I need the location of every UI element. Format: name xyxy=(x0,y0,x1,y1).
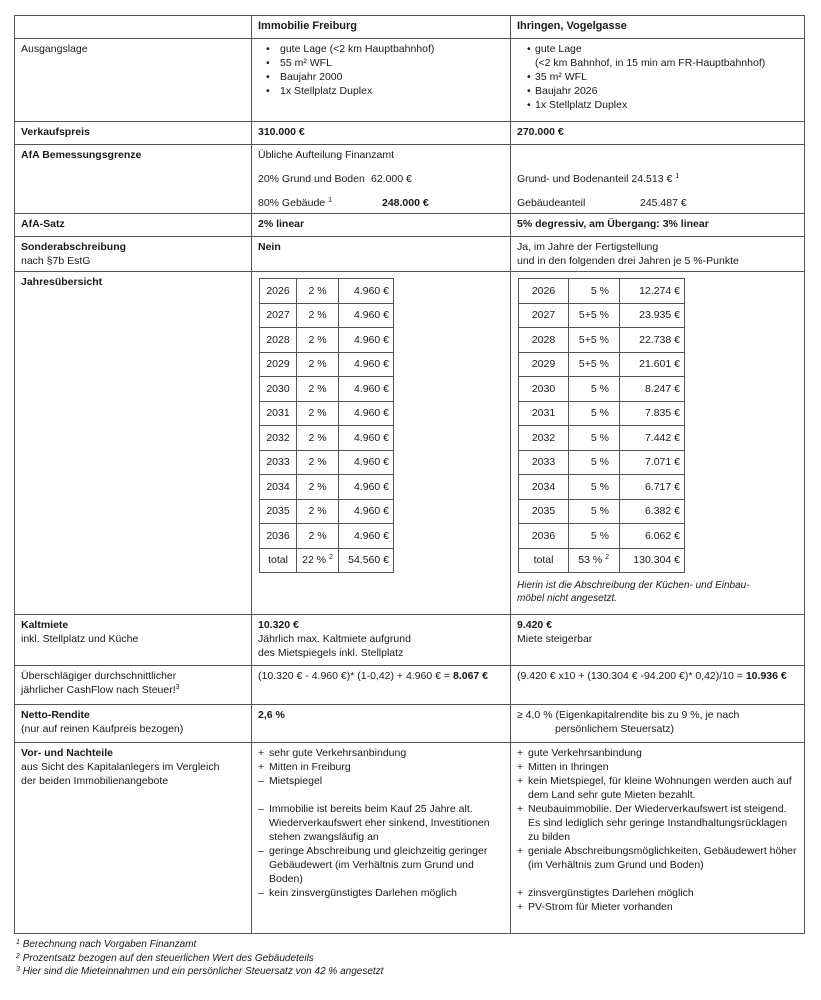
footnote xyxy=(16,938,383,952)
table-row xyxy=(260,426,394,451)
list-item-text: kein zinsvergünstigtes Darlehen möglich xyxy=(269,887,457,899)
list-item-text: Neubauimmobilie. Der Wiederverkaufswert ist steigend. Es sind lediglich sehr geringe Instandhaltungsrücklagen zu bilden xyxy=(528,803,788,843)
afa-label: Grund- und Bodenanteil xyxy=(517,173,629,185)
label-kaltmiete xyxy=(15,615,252,666)
label-ausgangslage: Ausgangslage xyxy=(15,39,252,122)
footnote-text: Hier sind die Mieteinnahmen und ein persönlicher Steuersatz von 42 % angesetzt xyxy=(22,966,384,977)
header-row xyxy=(15,16,805,39)
ihringen-afa-bemessung xyxy=(511,145,805,214)
list-item xyxy=(517,844,798,872)
year-table-amount: 4.960 € xyxy=(339,328,394,353)
year-table-rate: 5+5 % xyxy=(569,303,620,328)
comparison-table xyxy=(14,15,805,934)
list-item-text: Immobilie ist bereits beim Kauf 25 Jahre alt. Wiederverkaufswert eher sinkend, Investitionen stehen zwangsläufig an xyxy=(269,803,490,843)
table-row xyxy=(519,450,685,475)
table-row xyxy=(260,475,394,500)
freiburg-jahresuebersicht xyxy=(252,272,511,615)
footnote-number: 2 xyxy=(16,952,20,960)
total-rate-text: 22 % xyxy=(302,554,327,567)
freiburg-afa-bemessung xyxy=(252,145,511,214)
year-table-year: 2035 xyxy=(519,499,569,524)
ihringen-vor-nachteile xyxy=(511,743,805,934)
label-vor-nachteile xyxy=(15,743,252,934)
table-row xyxy=(260,450,394,475)
list-item: • 1x Stellplatz Duplex xyxy=(527,98,798,112)
table-row xyxy=(260,279,394,304)
year-table-amount: 21.601 € xyxy=(620,352,685,377)
afa-label-text: 80% Gebäude xyxy=(258,197,326,209)
freiburg-vor-nachteile xyxy=(252,743,511,934)
label-text: Kaltmiete xyxy=(21,619,69,631)
ihringen-verkaufspreis: 270.000 € xyxy=(511,122,805,145)
footnote xyxy=(16,965,383,979)
cashflow-result: 10.936 € xyxy=(745,670,787,682)
label-netto-rendite xyxy=(15,705,252,743)
year-table-rate: 5 % xyxy=(569,450,620,475)
table-row xyxy=(519,328,685,353)
year-table-year: 2032 xyxy=(260,426,297,451)
year-table-amount: 4.960 € xyxy=(339,475,394,500)
total-label: total xyxy=(260,548,297,573)
ihringen-kaltmiete xyxy=(511,615,805,666)
year-table-amount: 4.960 € xyxy=(339,401,394,426)
ihringen-cashflow xyxy=(511,666,805,705)
freiburg-feature-list xyxy=(258,42,504,98)
kaltmiete-value: 9.420 € xyxy=(517,619,553,631)
list-item-text: kein Mietspiegel, für kleine Wohnungen werden auch auf dem Land sehr gute Mieten bezahlt. xyxy=(528,775,792,801)
label-text: Sonderabschreibung xyxy=(21,241,127,253)
footnote-ref: 2 xyxy=(605,554,609,562)
value-line: und in den folgenden drei Jahren je 5 %-Punkte xyxy=(517,255,739,267)
list-item-text: sehr gute Verkehrsanbindung xyxy=(269,747,407,759)
list-item xyxy=(527,42,798,70)
freiburg-pros-cons-list xyxy=(258,746,504,788)
list-item xyxy=(258,802,504,844)
label-subtext: aus Sicht des Kapitalanlegers im Vergleich xyxy=(21,761,220,773)
label-subtext: (nur auf reinen Kaufpreis bezogen) xyxy=(21,723,184,735)
list-item xyxy=(258,746,504,760)
year-table-rate: 5 % xyxy=(569,426,620,451)
list-item: • gute Lage (<2 km Hauptbahnhof) xyxy=(262,42,504,56)
year-table-amount: 4.960 € xyxy=(339,524,394,549)
total-amount: 54.560 € xyxy=(339,548,394,573)
year-table-year: 2028 xyxy=(519,328,569,353)
year-table-amount: 7.442 € xyxy=(620,426,685,451)
year-table-amount: 4.960 € xyxy=(339,426,394,451)
freiburg-netto-rendite: 2,6 % xyxy=(252,705,511,743)
value-line: Miete steigerbar xyxy=(517,633,593,645)
year-table-amount: 4.960 € xyxy=(339,450,394,475)
year-table-year: 2031 xyxy=(519,401,569,426)
table-total-row xyxy=(260,548,394,573)
year-table-year: 2027 xyxy=(260,303,297,328)
footnote-number: 3 xyxy=(16,966,20,973)
cashflow-formula: (10.320 € - 4.960 €)* (1-0,42) + 4.960 € = xyxy=(258,670,453,682)
plus-minus-icon: + xyxy=(517,761,524,773)
list-item-subtext: (<2 km Bahnhof, in 15 min am FR-Hauptbahnhof) xyxy=(535,57,766,69)
afa-value: 62.000 € xyxy=(371,173,412,185)
year-table-amount: 4.960 € xyxy=(339,377,394,402)
list-item-text: gute Lage xyxy=(535,43,582,55)
total-rate xyxy=(297,548,339,573)
freiburg-year-table xyxy=(259,278,394,573)
table-row xyxy=(260,328,394,353)
year-table-rate: 2 % xyxy=(297,279,339,304)
cashflow-formula: (9.420 € x10 + (130.304 € -94.200 €)* 0,42)/10 = xyxy=(517,670,746,682)
ihringen-netto-rendite xyxy=(511,705,805,743)
year-table-rate: 5 % xyxy=(569,401,620,426)
total-rate-text: 53 % xyxy=(578,554,603,567)
label-jahresuebersicht: Jahresübersicht xyxy=(15,272,252,615)
label-cashflow xyxy=(15,666,252,705)
year-table-year: 2028 xyxy=(260,328,297,353)
plus-minus-icon: + xyxy=(258,747,265,759)
table-row xyxy=(260,524,394,549)
year-table-amount: 12.274 € xyxy=(620,279,685,304)
label-subtext: der beiden Immobilienangebote xyxy=(21,775,169,787)
freiburg-afa-satz: 2% linear xyxy=(252,214,511,237)
ihringen-pros-list-2 xyxy=(517,886,798,914)
list-item-text: PV-Strom für Mieter vorhanden xyxy=(528,901,673,913)
table-total-row xyxy=(519,548,685,573)
label-verkaufspreis: Verkaufspreis xyxy=(15,122,252,145)
plus-minus-icon: – xyxy=(258,887,264,899)
list-item-text: geniale Abschreibungsmöglichkeiten, Gebäudewert höher (im Verhältnis zum Grund und Boden) xyxy=(528,845,797,871)
freiburg-sonderabschreibung: Nein xyxy=(252,237,511,272)
total-amount: 130.304 € xyxy=(620,548,685,573)
year-table-rate: 2 % xyxy=(297,475,339,500)
row-vor-nachteile xyxy=(15,743,805,934)
plus-minus-icon: + xyxy=(517,747,524,759)
year-table-year: 2026 xyxy=(519,279,569,304)
list-item-text: Mitten in Freiburg xyxy=(269,761,351,773)
year-table-year: 2027 xyxy=(519,303,569,328)
freiburg-afa-line-2 xyxy=(258,196,504,210)
afa-label: 20% Grund und Boden xyxy=(258,173,365,185)
table-row xyxy=(519,303,685,328)
list-item xyxy=(517,746,798,760)
label-text: Netto-Rendite xyxy=(21,709,90,721)
row-netto-rendite xyxy=(15,705,805,743)
row-kaltmiete xyxy=(15,615,805,666)
footnotes xyxy=(16,938,383,979)
list-item: • 1x Stellplatz Duplex xyxy=(262,84,504,98)
year-table-rate: 5 % xyxy=(569,524,620,549)
list-item-text: Mitten in Ihringen xyxy=(528,761,609,773)
year-table-rate: 5+5 % xyxy=(569,328,620,353)
year-table-year: 2034 xyxy=(519,475,569,500)
year-table-year: 2036 xyxy=(519,524,569,549)
freiburg-cons-list xyxy=(258,802,504,900)
table-row xyxy=(260,499,394,524)
year-table-rate: 2 % xyxy=(297,450,339,475)
year-table-year: 2033 xyxy=(260,450,297,475)
footnote-text: Prozentsatz bezogen auf den steuerlichen Wert des Gebäudeteils xyxy=(22,952,314,964)
afa-value: 245.487 € xyxy=(640,197,687,209)
row-verkaufspreis xyxy=(15,122,805,145)
freiburg-ausgangslage xyxy=(252,39,511,122)
header-ihringen: Ihringen, Vogelgasse xyxy=(511,16,805,39)
plus-minus-icon: + xyxy=(517,887,524,899)
plus-minus-icon: + xyxy=(258,761,265,773)
list-item-text: Mietspiegel xyxy=(269,775,323,787)
label-text xyxy=(21,683,245,697)
table-row xyxy=(519,352,685,377)
ihringen-ausgangslage xyxy=(511,39,805,122)
year-table-rate: 2 % xyxy=(297,499,339,524)
note-line: möbel nicht angesetzt. xyxy=(517,593,618,604)
ihringen-afa-line-1 xyxy=(517,172,798,186)
footnote-ref: 1 xyxy=(675,173,680,180)
year-table-amount: 23.935 € xyxy=(620,303,685,328)
ihringen-jahresuebersicht xyxy=(511,272,805,615)
label-text: Vor- und Nachteile xyxy=(21,747,113,759)
year-table-amount: 22.738 € xyxy=(620,328,685,353)
total-label: total xyxy=(519,548,569,573)
year-table-year: 2030 xyxy=(519,377,569,402)
year-table-year: 2034 xyxy=(260,475,297,500)
freiburg-verkaufspreis: 310.000 € xyxy=(252,122,511,145)
ihringen-pros-list xyxy=(517,746,798,872)
list-item xyxy=(517,774,798,802)
footnote-text: Berechnung nach Vorgaben Finanzamt xyxy=(22,939,197,950)
row-jahresuebersicht xyxy=(15,272,805,615)
plus-minus-icon: – xyxy=(258,775,264,787)
year-table-year: 2029 xyxy=(260,352,297,377)
year-table-rate: 5 % xyxy=(569,279,620,304)
label-text: Überschlägiger durchschnittlicher xyxy=(21,670,177,682)
freiburg-afa-intro: Übliche Aufteilung Finanzamt xyxy=(258,149,394,161)
value-line: Ja, im Jahre der Fertigstellung xyxy=(517,241,659,253)
year-table-year: 2032 xyxy=(519,426,569,451)
label-subtext: nach §7b EstG xyxy=(21,255,91,267)
list-item: • Baujahr 2026 xyxy=(527,84,798,98)
header-empty-cell xyxy=(15,16,252,39)
list-item: • Baujahr 2000 xyxy=(262,70,504,84)
year-table-amount: 6.717 € xyxy=(620,475,685,500)
plus-minus-icon: – xyxy=(258,845,264,857)
year-table-rate: 5+5 % xyxy=(569,352,620,377)
value-line: ≥ 4,0 % (Eigenkapitalrendite bis zu 9 %, je nach xyxy=(517,709,740,721)
plus-minus-icon: + xyxy=(517,803,524,815)
table-row xyxy=(519,377,685,402)
list-item xyxy=(258,774,504,788)
value-line: persönlichem Steuersatz) xyxy=(555,723,675,735)
afa-value: 248.000 € xyxy=(382,197,429,209)
note-line: Hierin ist die Abschreibung der Küchen- und Einbau- xyxy=(517,580,750,591)
label-afa-bemessung: AfA Bemessungsgrenze xyxy=(15,145,252,214)
plus-minus-icon: + xyxy=(517,901,524,913)
year-table-amount: 7.835 € xyxy=(620,401,685,426)
table-row xyxy=(260,303,394,328)
kaltmiete-value: 10.320 € xyxy=(258,619,299,631)
header-freiburg: Immobilie Freiburg xyxy=(252,16,511,39)
year-table-year: 2031 xyxy=(260,401,297,426)
year-table-amount: 7.071 € xyxy=(620,450,685,475)
list-item-text: gute Verkehrsanbindung xyxy=(528,747,642,759)
year-table-amount: 8.247 € xyxy=(620,377,685,402)
footnote xyxy=(16,952,383,966)
table-row xyxy=(519,475,685,500)
row-ausgangslage xyxy=(15,39,805,122)
label-afa-satz: AfA-Satz xyxy=(15,214,252,237)
year-table-amount: 4.960 € xyxy=(339,499,394,524)
row-cashflow xyxy=(15,666,805,705)
plus-minus-icon: + xyxy=(517,845,524,857)
ihringen-afa-satz: 5% degressiv, am Übergang: 3% linear xyxy=(511,214,805,237)
value-line: des Mietspiegels inkl. Stellplatz xyxy=(258,647,404,659)
table-row xyxy=(519,426,685,451)
year-table-rate: 2 % xyxy=(297,303,339,328)
year-table-rate: 5 % xyxy=(569,499,620,524)
list-item-text: zinsvergünstigtes Darlehen möglich xyxy=(528,887,694,899)
ihringen-sonderabschreibung xyxy=(511,237,805,272)
row-afa-satz xyxy=(15,214,805,237)
list-item: • 35 m² WFL xyxy=(527,70,798,84)
year-table-rate: 5 % xyxy=(569,377,620,402)
ihringen-year-table xyxy=(518,278,685,573)
label-text-part: jährlicher CashFlow nach Steuer! xyxy=(21,684,176,696)
total-rate xyxy=(569,548,620,573)
table-row xyxy=(519,524,685,549)
year-table-rate: 2 % xyxy=(297,377,339,402)
ihringen-afa-line-2 xyxy=(517,196,798,210)
table-row xyxy=(260,352,394,377)
label-sonderabschreibung xyxy=(15,237,252,272)
year-table-year: 2026 xyxy=(260,279,297,304)
table-row xyxy=(519,401,685,426)
year-table-rate: 2 % xyxy=(297,426,339,451)
freiburg-kaltmiete xyxy=(252,615,511,666)
list-item: • 55 m² WFL xyxy=(262,56,504,70)
footnote-ref: 2 xyxy=(328,554,333,562)
table-row xyxy=(260,401,394,426)
ihringen-note xyxy=(517,579,798,605)
list-item xyxy=(517,900,798,914)
list-item xyxy=(258,760,504,774)
afa-value: 24.513 € xyxy=(631,173,673,185)
footnote-ref: 1 xyxy=(328,197,332,204)
year-table-amount: 6.062 € xyxy=(620,524,685,549)
year-table-rate: 5 % xyxy=(569,475,620,500)
year-table-year: 2035 xyxy=(260,499,297,524)
year-table-year: 2033 xyxy=(519,450,569,475)
year-table-rate: 2 % xyxy=(297,352,339,377)
year-table-rate: 2 % xyxy=(297,524,339,549)
year-table-year: 2029 xyxy=(519,352,569,377)
table-row xyxy=(260,377,394,402)
freiburg-afa-line-1 xyxy=(258,172,504,186)
year-table-rate: 2 % xyxy=(297,401,339,426)
footnote-number: 1 xyxy=(16,939,20,946)
year-table-year: 2036 xyxy=(260,524,297,549)
row-sonderabschreibung xyxy=(15,237,805,272)
list-item xyxy=(517,802,798,844)
cashflow-result: 8.067 € xyxy=(452,670,489,682)
freiburg-cashflow xyxy=(252,666,511,705)
list-item xyxy=(258,844,504,886)
afa-label xyxy=(258,196,382,210)
ihringen-feature-list xyxy=(517,42,798,112)
year-table-amount: 6.382 € xyxy=(620,499,685,524)
year-table-amount: 4.960 € xyxy=(339,352,394,377)
row-afa-bemessung xyxy=(15,145,805,214)
table-row xyxy=(519,279,685,304)
year-table-amount: 4.960 € xyxy=(339,303,394,328)
year-table-amount: 4.960 € xyxy=(339,279,394,304)
list-item xyxy=(517,886,798,900)
table-row xyxy=(519,499,685,524)
value-line: Jährlich max. Kaltmiete aufgrund xyxy=(258,633,411,645)
list-item xyxy=(517,760,798,774)
afa-label: Gebäudeanteil xyxy=(517,197,586,209)
list-item-text: geringe Abschreibung und gleichzeitig geringer Gebäudewert (im Verhältnis zum Grund und Boden) xyxy=(269,845,488,885)
year-table-rate: 2 % xyxy=(297,328,339,353)
list-item xyxy=(258,886,504,900)
year-table-year: 2030 xyxy=(260,377,297,402)
label-subtext: inkl. Stellplatz und Küche xyxy=(21,633,139,645)
footnote-ref: 3 xyxy=(175,684,180,691)
plus-minus-icon: – xyxy=(258,803,264,815)
plus-minus-icon: + xyxy=(517,775,524,787)
